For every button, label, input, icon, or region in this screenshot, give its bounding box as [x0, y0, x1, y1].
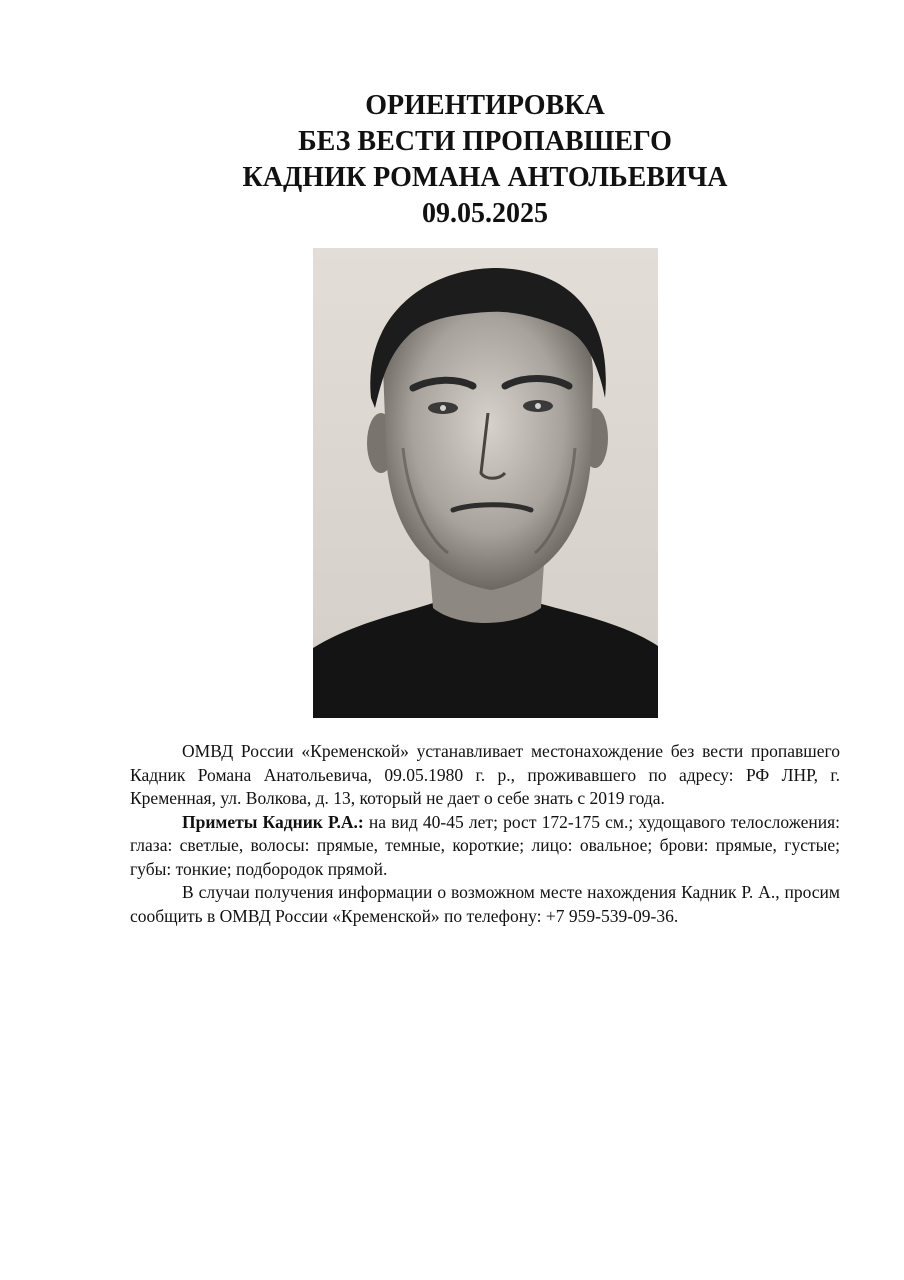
notice-body — [130, 740, 840, 928]
notice-paragraph-features — [130, 811, 840, 882]
header-subtitle: БЕЗ ВЕСТИ ПРОПАВШЕГО — [298, 126, 672, 157]
notice-paragraph-contact: В случаи получения информации о возможном месте нахождения Кадник Р. А., просим сообщить в ОМВД России «Кременской» по телефону: +7 959-539-09-36. — [130, 882, 840, 926]
notice-paragraph-search: ОМВД России «Кременской» устанавливает местонахождение без вести пропавшего Кадник Романа Анатольевича, 09.05.1980 г. р., проживавшего по адресу: РФ ЛНР, г. Кременная, ул. Волкова, д. 13, который не дает о себе знать с 2019 года. — [130, 741, 840, 808]
header-title: ОРИЕНТИРОВКА — [365, 90, 605, 121]
header-person-name: КАДНИК РОМАНА АНТОЛЬЕВИЧА — [242, 162, 728, 193]
header-date: 09.05.2025 — [422, 198, 548, 229]
features-label: Приметы Кадник Р.А.: — [182, 811, 364, 832]
document-header — [130, 88, 840, 232]
portrait-photo — [313, 248, 658, 718]
features-description: на вид 40-45 лет; рост 172-175 см.; худощавого телосложения: глаза: светлые, волосы: прямые, темные, короткие; лицо: овальное; брови: прямые, густые; губы: тонкие; подбородок прямой. — [130, 811, 840, 879]
portrait-image — [313, 248, 658, 718]
